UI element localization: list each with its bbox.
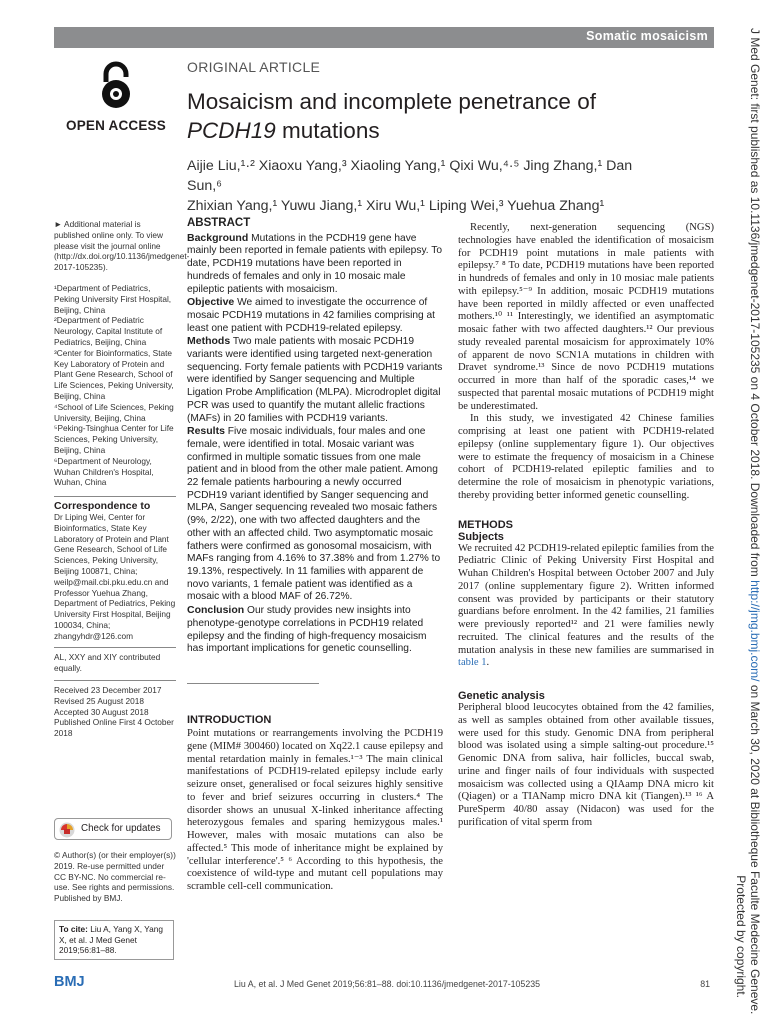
divider xyxy=(54,680,176,681)
affiliations xyxy=(54,283,176,488)
section-label: Somatic mosaicism xyxy=(586,29,708,43)
page-number: 81 xyxy=(700,979,710,989)
conclusion-text: Our study provides new insights into phenotype-genotype correlations in PCDH19 related epilepsy and the finding of high-frequency mosaicism has important implications for genetic counselling. xyxy=(187,605,427,655)
affiliation: ⁶Department of Neurology, Wuhan Children's Hospital, Wuhan, China xyxy=(54,455,154,488)
copyright-note: © Author(s) (or their employer(s)) 2019. Re-use permitted under CC BY-NC. No commercial re-use. See rights and permissions. Published by BMJ. xyxy=(54,850,176,904)
affiliation: ²Department of Pediatric Neurology, Capital Institute of Pediatrics, Beijing, China xyxy=(54,315,163,347)
title-gene: PCDH19 xyxy=(187,118,276,143)
results-label: Results xyxy=(187,425,225,438)
bmj-logo: BMJ xyxy=(54,974,85,990)
open-lock-icon xyxy=(96,60,136,110)
open-access-logo xyxy=(66,60,166,133)
genetic-analysis-text: Peripheral blood leucocytes obtained from the 42 families, as well as samples obtained from other available tissues, were used for this study. Genomic DNA from peripheral blood was isolated using a simple salting-out procedure.¹⁵ Genomic DNA from saliva, hair follicles, buccal swab, urine and finger nails of four individuals with suspected mosaicism was collected using a QIAamp DNA micro kit (Qiagen) or a TIANamp micro DNA kit (Tiangen).¹³ ¹⁶ A PureSperm 40/80 assay (Nidacon) was used for the purification of vital sperm from xyxy=(458,702,714,828)
check-for-updates-button[interactable] xyxy=(54,818,172,840)
affiliation: ³Center for Bioinformatics, State Key Laboratory of Protein and Plant Gene Research, School of Life Sciences, Peking University, Beijing, China xyxy=(54,347,174,401)
vertical-line-1 xyxy=(748,28,762,1015)
abstract-results xyxy=(187,425,443,604)
date-received: Received 23 December 2017 xyxy=(54,685,162,696)
abstract xyxy=(187,217,443,656)
subjects-heading: Subjects xyxy=(458,530,504,543)
correspondence-label: Correspondence to xyxy=(54,500,151,513)
background-text: Mutations in the PCDH19 gene have mainly been reported in female patients with epilepsy. To date, PCDH19 mutations have been reported in hundreds of females and only in 10 mosaic male epileptic patients with mosaicism. xyxy=(187,232,443,295)
title-line-1: Mosaicism and incomplete penetrance of xyxy=(187,89,596,114)
divider xyxy=(54,647,176,648)
introduction-text: Point mutations or rearrangements involving the PCDH19 gene (MIM# 300460) located on Xq22.1 cause epilepsy and mental retardation mainly in females.¹⁻³ The main clinical manifestations of PCDH19-related epilepsy include early seizure onset, generalised or focal seizures highly sensitive to fever and brief seizures occurring in clusters.⁴ The disorder shows an unusual X-linked inheritance affecting heterozygous females and sparing hemizygous males.¹ However, males with mosaic mutations can also be affected.⁵ This mode of inheritance might be explained by 'cellular interference'.⁵ ⁶ According to this hypothesis, the coexistence of wild-type and mutant cell populations may scramble cell-cell communication. xyxy=(187,728,443,892)
vertical-line-2: Protected by copyright. xyxy=(734,875,748,998)
genetic-analysis-heading: Genetic analysis xyxy=(458,690,545,702)
authors-line-2: Zhixian Yang,¹ Yuwu Jiang,¹ Xiru Wu,¹ Liping Wei,³ Yuehua Zhang¹ xyxy=(187,198,605,214)
subjects-text: We recruited 42 PCDH19-related epileptic families from the Pediatric Clinic of Peking University First Hospital and Wuhan Children's Hospital between October 2007 and July 2017 (online supplementary figure 2). Written informed consent was provided by participants or their statutory guardians before enrolment. In the 42 families, 21 families were previously reported¹² and 21 were families newly recruited. The clinical features and the results of the mutation analysis in these new families are summarised in table 1. xyxy=(458,542,714,669)
date-accepted: Accepted 30 August 2018 xyxy=(54,706,149,717)
abstract-heading: ABSTRACT xyxy=(187,217,251,229)
methods-text: Two male patients with mosaic PCDH19 variants were identified using targeted next-generation sequencing. Forty female patients with PCDH19 variants were identified by Sanger sequencing and Multiple Ligation Probe Amplification (MLPA). Microdroplet digital PCR was used to quantify the mutant allelic fractions (MAFs) in 20 families with PCDH19 variants. xyxy=(187,336,443,424)
background-label: Background xyxy=(187,231,249,244)
footer-citation: Liu A, et al. J Med Genet 2019;56:81–88. doi:10.1136/jmedgenet-2017-105235 xyxy=(234,979,541,989)
results-text: Five mosaic individuals, four males and one female, were identified in total. Mosaic variant was confirmed in multiple somatic tissues from one male patient and in blood from the other male patient. Among 22 female patients harbouring a newly occurred PCDH19 variant identified by Sanger sequencing and MLPA, Sanger sequencing revealed two mosaic fathers (9%, 2/22), one with two affected daughters and the other with an affected child. Two asymptomatic mosaic fathers were confirmed as gonosomal mosaicism, with MAFs ranging from 4.16% to 37.38% and from 1.27% to 19.13%, respectively. In 11 families with apparent de novo variants, 1 female patient was identified as a mosaic with a blood MAF of 26.72%. xyxy=(187,426,441,603)
date-revised: Revised 25 August 2018 xyxy=(54,695,144,706)
citation-box xyxy=(54,920,174,960)
cite-label: To cite: xyxy=(59,924,88,934)
equal-contribution: AL, XXY and XIY contributed equally. xyxy=(54,652,161,674)
table-1-link[interactable]: table 1 xyxy=(458,657,487,669)
abstract-divider xyxy=(187,683,319,684)
article-type: ORIGINAL ARTICLE xyxy=(187,59,321,75)
objective-label: Objective xyxy=(187,296,235,309)
intro-paragraph-1: Recently, next-generation sequencing (NGS) technologies have enabled the identification of mosaicism for PCDH19 point mutations in male patients with epilepsy.⁷ ⁸ To date, PCDH19 mutations have been reported in hundreds of females and only in 10 mosiac male patients with epilepsy.⁵⁻⁹ In addition, mosaic PCDH19 mutations have been reported in mildly affected or even unaffected mothers.¹⁰ ¹¹ Interestingly, we identified an asymptomatic mosaic father with two affected daughters.¹² Our previous study revealed parental mosaicism for approximately 10% of apparent de novo SCN1A mutations in children with Dravet syndrome.¹³ Since de novo PCDH19 mutations occurred in more than half of the sporadic cases,¹⁴ we suspected that parental mosaic mutations of PCDH19 might be underestimated. xyxy=(458,222,714,412)
divider xyxy=(54,496,176,497)
methods-label: Methods xyxy=(187,335,231,348)
vertical-text xyxy=(732,28,762,1015)
right-column xyxy=(458,222,714,830)
affiliation: ⁵Peking-Tsinghua Center for Life Sciences, Peking University, Beijing, China xyxy=(54,423,174,455)
sidebar xyxy=(54,219,190,739)
additional-material-note: ► Additional material is published online only. To view please visit the journal online (http://dx.doi.org/10.1136/jmedgenet-2017-105235). xyxy=(54,219,190,273)
abstract-objective xyxy=(187,296,443,335)
cite-text: Liu A, Yang X, Yang X, et al. J Med Genet 2019;56:81–88. xyxy=(59,924,163,955)
correspondence-text: Dr Liping Wei, Center for Bioinformatics, State Key Laboratory of Protein and Plant Gene Research, School of Life Sciences, Peking University, Beijing 100871, China; weilp@mail.cbi.pku.edu.cn and Professor Yuehua Zhang, Department of Pediatrics, Peking University First Hospital, Beijing 100034, China; zhangyhdr@126.com xyxy=(54,511,176,641)
introduction-section xyxy=(187,714,443,894)
affiliation: ⁴School of Life Sciences, Peking University, Beijing, China xyxy=(54,401,174,423)
affiliation: ¹Department of Pediatrics, Peking University First Hospital, Beijing, China xyxy=(54,282,172,315)
authors-line-1: Aijie Liu,¹·² Xiaoxu Yang,³ Xiaoling Yang,¹ Qixi Wu,⁴·⁵ Jing Zhang,¹ Dan Sun,⁶ xyxy=(187,158,633,194)
objective-text: We aimed to investigate the occurrence of mosaic PCDH19 mutations in 42 families comprising at least one patient with PCDH19-related epilepsy. xyxy=(187,297,435,334)
journal-url-link[interactable]: http://jmg.bmj.com/ xyxy=(748,580,762,682)
intro-paragraph-2: In this study, we investigated 42 Chinese families comprising at least one patient with PCDH19-related epilepsy (online supplementary figure 1). Our objectives were to estimate the frequency of mosaicism in a Chinese cohort of PCDH19-related epileptic families and to determine the role of mosaicism in phenotypic variations, thereby providing better informed genetic counselling. xyxy=(458,413,714,501)
abstract-conclusion xyxy=(187,604,443,656)
author-list xyxy=(187,156,657,216)
section-banner xyxy=(54,27,714,48)
methods-heading: METHODS xyxy=(458,518,513,531)
dates xyxy=(54,685,176,739)
vertical-download-note xyxy=(734,28,764,1015)
check-updates-label: Check for updates xyxy=(81,823,161,834)
title-line-2 xyxy=(187,116,637,145)
abstract-background xyxy=(187,232,443,297)
subjects-body: We recruited 42 PCDH19-related epileptic families from the Pediatric Clinic of Peking University First Hospital and Wuhan Children's Hospital between October 2007 and July 2017 (online supplementary figure 2). Written informed consent was provided by participants or their statutory guardians before enrolment. In the 42 families, 21 families were previously reported¹² and 21 were families newly recruited. The clinical features and the results of the mutation analysis in these new families are summarised in xyxy=(458,542,714,656)
open-access-label: OPEN ACCESS xyxy=(66,118,166,133)
vertical-text-a: J Med Genet: first published as 10.1136/jmedgenet-2017-105235 on 4 October 2018. Downloaded from xyxy=(748,28,762,581)
article-title xyxy=(187,87,637,145)
conclusion-label: Conclusion xyxy=(187,604,245,617)
vertical-text-b: on March 30, 2020 at Bibliotheque Faculte Medecine Geneve. xyxy=(748,681,762,1015)
check-updates-icon xyxy=(59,822,75,838)
introduction-heading: INTRODUCTION xyxy=(187,714,272,726)
date-published: Published Online First 4 October 2018 xyxy=(54,717,174,739)
title-rest: mutations xyxy=(275,118,380,143)
abstract-methods xyxy=(187,335,443,425)
